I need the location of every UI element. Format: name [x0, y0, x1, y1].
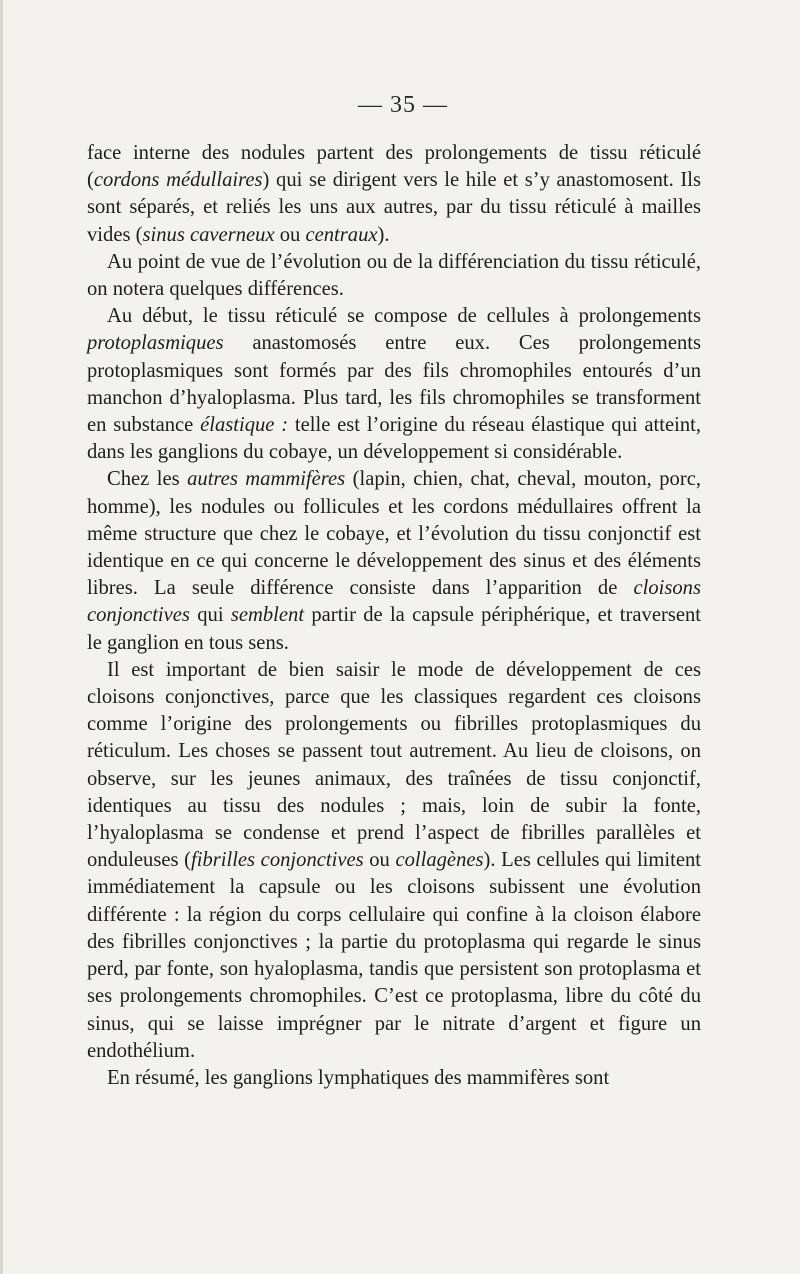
- paragraph: [87, 657, 701, 1065]
- page-number: — 35 —: [358, 92, 448, 118]
- text-run: Au début, le tissu réticulé se compose de cellules à prolongements: [107, 305, 701, 328]
- paragraph: [87, 303, 701, 466]
- text-run: Il est important de bien saisir le mode de développement de ces cloisons conjonctives, parce que les classiques regardent ces cloisons comme l’origine des prolongements ou fibrilles protoplasmiques du réticulum. Les choses se passent tout autrement. Au lieu de cloisons, on observe, sur les jeunes animaux, des traînées de tissu conjonctif, identiques au tissu des nodules ; mais, loin de subir la fonte, l’hyaloplasma se condense et prend l’aspect de fibrilles parallèles et onduleuses (: [87, 658, 701, 872]
- body-text: [87, 140, 701, 1092]
- italic-term: centraux: [305, 223, 378, 246]
- paragraph: [87, 466, 701, 656]
- italic-term: collagènes: [395, 849, 484, 872]
- text-run: Au point de vue de l’évolution ou de la différenciation du tissu réticulé, on notera quelques différences.: [87, 250, 701, 301]
- text-run: ) qui se dirigent vers le hile et s’y anastomosent. Ils sont séparés, et reliés les uns aux autres, par du tissu réticulé à mailles vides (: [87, 169, 701, 246]
- paragraph: [87, 140, 701, 249]
- text-run: (lapin, chien, chat, cheval, mouton, porc, homme), les nodules ou follicules et les cordons médullaires offrent la même structure que chez le cobaye, et l’évolution du tissu conjonctif est identique en ce qui concerne le développement des sinus et des éléments libres. La seule différence consiste dans l’apparition de: [87, 468, 701, 600]
- italic-term: fibrilles conjonctives: [191, 849, 364, 872]
- italic-term: protoplasmiques: [87, 332, 224, 355]
- paragraph: [87, 249, 701, 303]
- text-run: partir de la capsule périphérique, et traversent le ganglion en tous sens.: [87, 604, 701, 654]
- text-run: qui: [189, 604, 231, 627]
- paragraph: [87, 1065, 701, 1092]
- italic-term: cloisons conjonctives: [87, 577, 701, 627]
- text-run: telle est l’origine du réseau élastique qui atteint, dans les ganglions du cobaye, un développement si considérable.: [87, 414, 702, 464]
- text-run: ). Les cellules qui limitent immédiatement la capsule ou les cloisons subissent une évolution différente : la région du corps cellulaire qui confine à la cloison élabore des fibrilles conjonctives ; la partie du protoplasma qui regarde le sinus perd, par fonte, son hyaloplasma, tandis que persistent son protoplasma et ses prolongements chromophiles. C’est ce protoplasma, libre du côté du sinus, qui se laisse imprégner par le nitrate d’argent et figure un endothélium.: [87, 849, 702, 1062]
- text-run: Chez les: [107, 468, 188, 491]
- italic-term: autres mammifères: [187, 468, 346, 491]
- text-run: anastomosés entre eux. Ces prolongements protoplasmiques sont formés par des fils chromophiles entourés d’un manchon d’hyaloplasma. Plus tard, les fils chromophiles se transforment en substance: [87, 332, 701, 437]
- italic-term: élastique :: [200, 414, 289, 437]
- text-run: ).: [377, 223, 390, 246]
- italic-term: semblent: [230, 604, 305, 627]
- text-run: ou: [274, 223, 306, 246]
- text-run: ou: [363, 849, 396, 872]
- italic-term: sinus caverneux: [142, 223, 275, 246]
- text-run: face interne des nodules partent des prolongements de tissu réticulé (: [87, 142, 701, 192]
- italic-term: cordons médullaires: [93, 169, 263, 192]
- text-run: En résumé, les ganglions lymphatiques des mammifères sont: [107, 1066, 610, 1089]
